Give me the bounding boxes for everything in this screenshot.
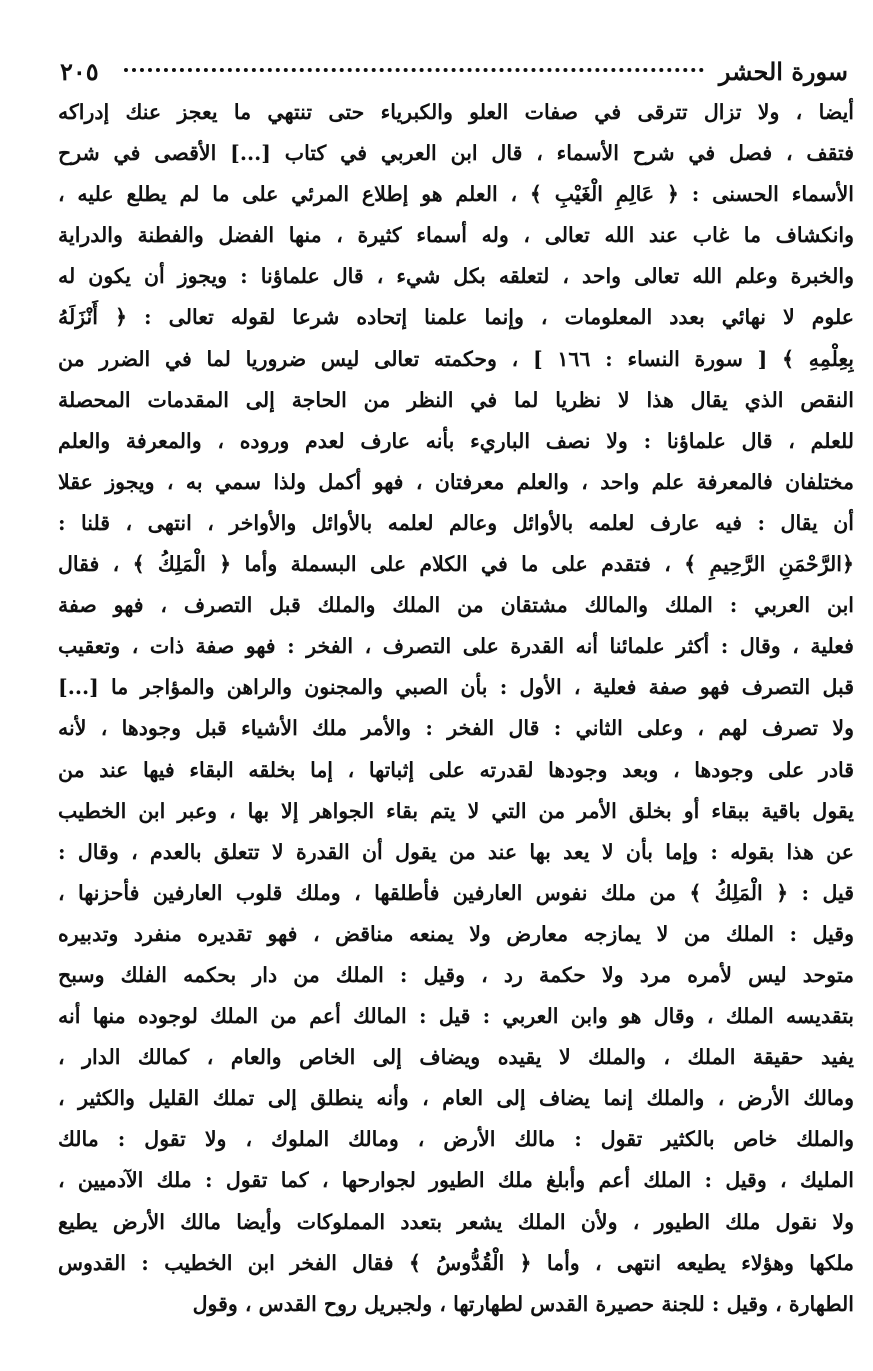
text-line: متوحد ليس لأمره مرد ولا حكمة رد ، وقيل : الملك من دار بحكمه الفلك وسبح xyxy=(58,962,854,987)
text-line: ولا تصرف لهم ، وعلى الثاني : قال الفخر : والأمر ملك الأشياء قبل وجودها ، لأنه xyxy=(58,716,854,741)
dotted-leader xyxy=(124,68,704,80)
text-line: والملك خاص بالكثير تقول : مالك الأرض ، ومالك الملوك ، ولا تقول : مالك xyxy=(58,1127,854,1152)
text-line: مختلفان فالمعرفة علم واحد ، والعلم معرفتان ، فهو أكمل ولذا سمي به ، ويجوز عقلا xyxy=(58,469,854,494)
book-page xyxy=(58,52,854,1352)
text-line: المليك ، وقيل : الملك أعم وأبلغ ملك الطيور لجوارحها ، كما تقول : ملك الآدميين ، xyxy=(58,1168,854,1193)
text-line: قبل التصرف فهو صفة فعلية ، الأول : بأن الصبي والمجنون والراهن والمؤاجر ما [...] xyxy=(58,675,854,700)
text-line: أيضا ، ولا تزال تترقى في صفات العلو والكبرياء حتى تنتهي ما يعجز عنك إدراكه xyxy=(58,100,854,124)
text-line: للعلم ، قال علماؤنا : ولا نصف الباريء بأنه عارف لعدم وروده ، والمعرفة والعلم xyxy=(58,428,854,453)
surah-title: سورة الحشر xyxy=(718,57,848,86)
text-line: النقص الذي يقال هذا لا نظريا لما في النظر من الحاجة إلى المقدمات المحصلة xyxy=(58,387,854,412)
text-line: والخبرة وعلم الله تعالى واحد ، لتعلقه بكل شيء ، قال علماؤنا : ويجوز أن يكون له xyxy=(58,264,854,289)
text-line: ابن العربي : الملك والمالك مشتقان من الملك والملك قبل التصرف ، فهو صفة xyxy=(58,593,854,618)
text-line: بتقديسه الملك ، وقال هو وابن العربي : قيل : المالك أعم من الملك لوجوده منها أنه xyxy=(58,1004,854,1029)
text-line: وانكشاف ما غاب عند الله تعالى ، وله أسماء كثيرة ، منها الفضل والفطنة والدراية xyxy=(58,223,854,248)
page-body-text xyxy=(58,92,854,1325)
text-line: ملكها وهؤلاء يطيعه انتهى ، وأما ﴿ الْقُدُّوسُ ﴾ فقال الفخر ابن الخطيب : القدوس xyxy=(58,1250,854,1275)
text-line: بِعِلْمِهِ ﴾ [ سورة النساء : ١٦٦ ] ، وحكمته تعالى ليس ضروريا لما في الضرر من xyxy=(58,346,854,371)
text-line: فعلية ، وقال : أكثر علمائنا أنه القدرة على التصرف ، الفخر : فهو صفة ذات ، وتعقيب xyxy=(58,634,854,659)
text-line: وقيل : الملك من لا يمازجه معارض ولا يمنعه مناقض ، فهو تقديره منفرد وتدبيره xyxy=(58,921,854,946)
text-line: يقول باقية ببقاء أو بخلق الأمر من التي لا يتم بقاء الجواهر إلا بها ، وعبر ابن الخطيب xyxy=(58,798,854,823)
running-header xyxy=(58,52,854,92)
text-line: فتقف ، فصل في شرح الأسماء ، قال ابن العربي في كتاب [...] الأقصى في شرح xyxy=(58,141,854,166)
text-line: أن يقال : فيه عارف لعلمه بالأوائل وعالم لعلمه بالأوائل والأواخر ، انتهى ، قلنا : xyxy=(58,510,854,535)
text-line: الأسماء الحسنى : ﴿ عَالِمِ الْغَيْبِ ﴾ ، العلم هو إطلاع المرئي على ما لم يطلع عليه ، xyxy=(58,182,854,207)
text-line: ﴿الرَّحْمَنِ الرَّحِيمِ ﴾ ، فتقدم على ما في الكلام على البسملة وأما ﴿ الْمَلِكُ ﴾ ، فقال xyxy=(58,552,854,577)
text-line: ومالك الأرض ، والملك إنما يضاف إلى العام ، وأنه ينطلق إلى تملك القليل والكثير ، xyxy=(58,1086,854,1111)
text-line: الطهارة ، وقيل : للجنة حصيرة القدس لطهارتها ، ولجبريل روح القدس ، وقول xyxy=(192,1291,854,1316)
text-line: قيل : ﴿ الْمَلِكُ ﴾ من ملك نفوس العارفين فأطلقها ، وملك قلوب العارفين فأحزنها ، xyxy=(58,880,854,905)
text-line: يفيد حقيقة الملك ، والملك لا يقيده ويضاف إلى الخاص والعام ، كمالك الدار ، xyxy=(58,1045,854,1070)
page-number: ٢٠٥ xyxy=(60,57,99,86)
text-line: قادر على وجودها ، وبعد وجودها لقدرته على إثباتها ، إما بخلقه البقاء فيها عند من xyxy=(58,757,854,782)
text-line: عن هذا بقوله : وإما بأن لا يعد بها عند من يقول أن القدرة لا تتعلق بالعدم ، وقال : xyxy=(58,839,854,864)
text-line: علوم لا نهائي بعدد المعلومات ، وإنما علمنا إتحاده شرعا لقوله تعالى : ﴿ أَنْزَلَهُ xyxy=(58,305,854,330)
text-line: ولا نقول ملك الطيور ، ولأن الملك يشعر بتعدد المملوكات وأيضا مالك الأرض يطيع xyxy=(58,1209,854,1234)
